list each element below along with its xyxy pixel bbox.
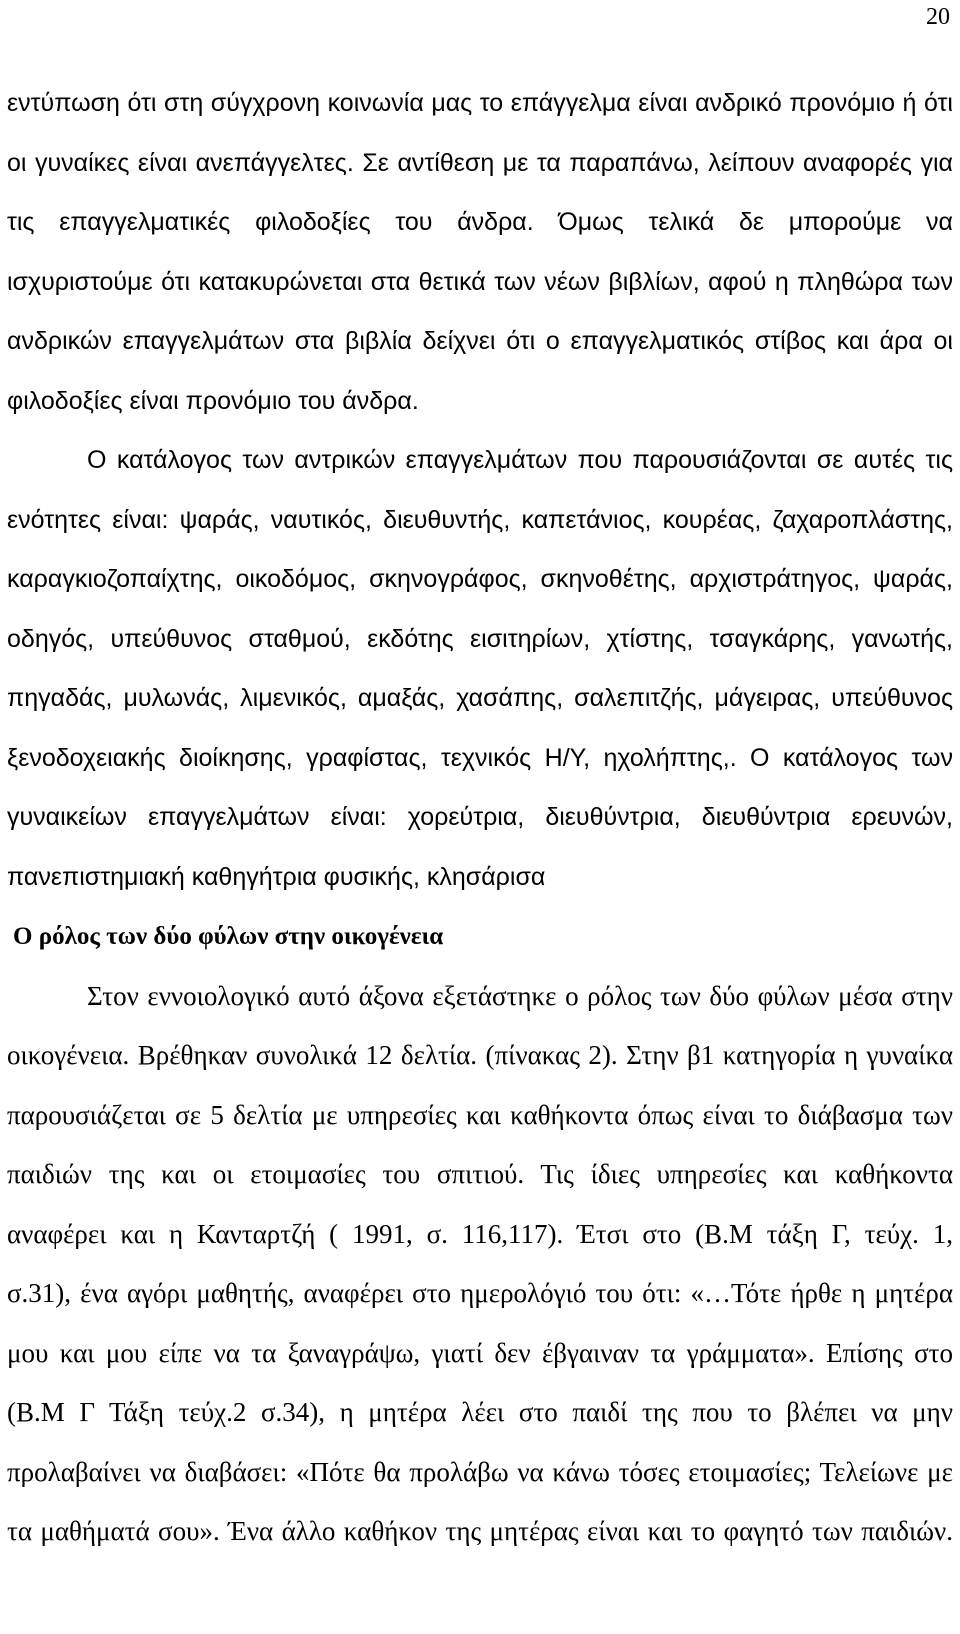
- document-body: [7, 74, 953, 1562]
- paragraph-1: [7, 74, 953, 431]
- section-heading: Ο ρόλος των δύο φύλων στην οικογένεια: [13, 923, 444, 950]
- paragraph-3: [7, 967, 953, 1562]
- text-line: πηγαδάς, μυλωνάς, λιμενικός, αμαξάς, χασάπης, σαλεπιτζής, μάγειρας, υπεύθυνος: [7, 684, 953, 712]
- text-line: μου και μου είπε να τα ξαναγράψω, γιατί δεν έβγαιναν τα γράμματα». Επίσης στο: [7, 1337, 953, 1368]
- text-line: τις επαγγελματικές φιλοδοξίες του άνδρα. Όμως τελικά δε μπορούμε να: [7, 208, 953, 236]
- text-line: ισχυριστούμε ότι κατακυρώνεται στα θετικά των νέων βιβλίων, αφού η πληθώρα των: [7, 267, 953, 296]
- text-line: σ.31), ένα αγόρι μαθητής, αναφέρει στο ημερολόγιό του ότι: «…Τότε ήρθε η μητέρα: [7, 1278, 953, 1308]
- text-line: φιλοδοξίες είναι προνόμιο του άνδρα.: [7, 386, 419, 415]
- paragraph-2: [7, 431, 953, 907]
- text-line: πανεπιστημιακή καθηγήτρια φυσικής, κλησάρισα: [7, 862, 546, 891]
- text-line: ανδρικών επαγγελμάτων στα βιβλία δείχνει ότι ο επαγγελματικός στίβος και άρα οι: [7, 327, 953, 355]
- text-line: παρουσιάζεται σε 5 δελτία με υπηρεσίες και καθήκοντα όπως είναι το διάβασμα των: [7, 1099, 953, 1130]
- text-line: τα μαθήματά σου». Ένα άλλο καθήκον της μητέρας είναι και το φαγητό των παιδιών.: [7, 1516, 953, 1546]
- text-line: οδηγός, υπεύθυνος σταθμού, εκδότης εισιτηρίων, χτίστης, τσαγκάρης, γανωτής,: [7, 624, 953, 653]
- text-line: (Β.Μ Γ Τάξη τεύχ.2 σ.34), η μητέρα λέει στο παιδί της που το βλέπει να μην: [7, 1397, 953, 1427]
- text-line: γυναικείων επαγγελμάτων είναι: χορεύτρια, διευθύντρια, διευθύντρια ερευνών,: [7, 803, 953, 831]
- text-line: Ο κατάλογος των αντρικών επαγγελμάτων που παρουσιάζονται σε αυτές τις: [87, 446, 953, 474]
- text-line: αναφέρει και η Κανταρτζή ( 1991, σ. 116,117). Έτσι στο (Β.Μ τάξη Γ, τεύχ. 1,: [7, 1218, 953, 1249]
- text-line: ενότητες είναι: ψαράς, ναυτικός, διευθυντής, καπετάνιος, κουρέας, ζαχαροπλάστης,: [7, 505, 953, 534]
- page-number: 20: [926, 4, 950, 30]
- text-line: Στον εννοιολογικό αυτό άξονα εξετάστηκε ο ρόλος των δύο φύλων μέσα στην: [87, 980, 953, 1011]
- text-line: οικογένεια. Βρέθηκαν συνολικά 12 δελτία. (πίνακας 2). Στην β1 κατηγορία η γυναίκα: [7, 1040, 953, 1070]
- text-line: εντύπωση ότι στη σύγχρονη κοινωνία μας το επάγγελμα είναι ανδρικό προνόμιο ή ότι: [7, 89, 953, 117]
- text-line: ξενοδοχειακής διοίκησης, γραφίστας, τεχνικός Η/Υ, ηχολήπτης,. Ο κατάλογος των: [7, 743, 953, 772]
- text-line: προλαβαίνει να διαβάσει: «Πότε θα προλάβω να κάνω τόσες ετοιμασίες; Τελείωνε με: [7, 1456, 953, 1487]
- text-line: καραγκιοζοπαίχτης, οικοδόμος, σκηνογράφος, σκηνοθέτης, αρχιστράτηγος, ψαράς,: [7, 565, 953, 593]
- text-line: οι γυναίκες είναι ανεπάγγελτες. Σε αντίθεση με τα παραπάνω, λείπουν αναφορές για: [7, 148, 953, 177]
- text-line: παιδιών της και οι ετοιμασίες του σπιτιού. Τις ίδιες υπηρεσίες και καθήκοντα: [7, 1159, 953, 1189]
